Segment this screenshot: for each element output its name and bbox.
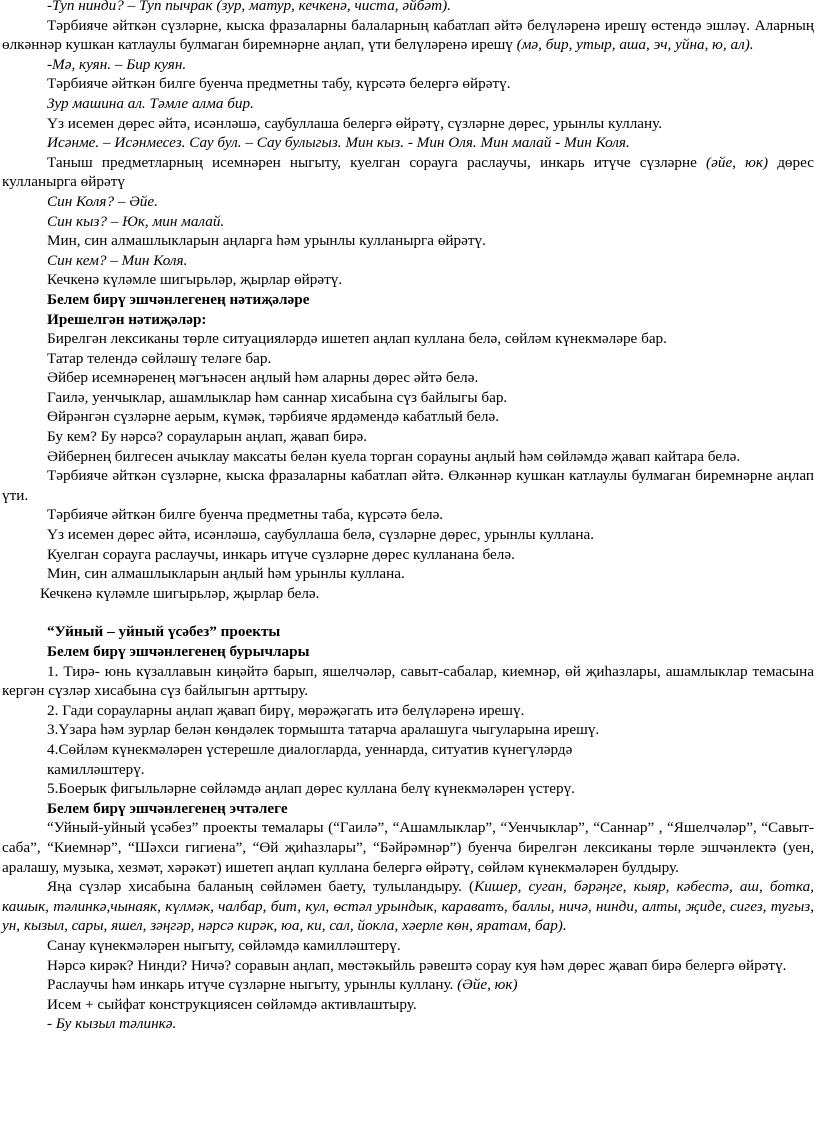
text: Кечкенә күләмле шигырьләр, җырлар белә. — [40, 584, 320, 602]
paragraph — [2, 55, 814, 75]
text: Син кыз? – Юк, мин малай. — [47, 212, 225, 230]
paragraph — [2, 466, 814, 505]
paragraph — [2, 231, 814, 251]
paragraph — [2, 368, 814, 388]
text: Белем бирү эшчәнлегенең эчтәлеге — [47, 799, 288, 817]
paragraph — [2, 936, 814, 956]
paragraph — [2, 407, 814, 427]
paragraph — [2, 525, 814, 545]
text: Бирелгән лексиканы төрле ситуацияләрдә ишетеп аңлап куллана белә, сөйләм күнекмәләре бар. — [47, 330, 667, 348]
blank-line — [2, 603, 814, 622]
text: Куелган сорауга раслаучы, инкарь итүче сүзләрне дөрес кулланана белә. — [47, 545, 515, 563]
paragraph — [2, 192, 814, 212]
paragraph — [2, 662, 814, 701]
italic-text: (мә, бир, утыр, аша, эч, уйна, ю, ал). — [516, 36, 754, 54]
text: 5.Боерык фигыльләрне сөйләмдә аңлап дөрес куллана белү күнекмәләрен үстерү. — [47, 780, 575, 798]
text: камилләштерү. — [47, 760, 145, 778]
text: 2. Гади сорауларны аңлап җавап бирү, мөрәҗәгать итә белүләренә ирешү. — [47, 701, 525, 719]
paragraph — [2, 1014, 814, 1034]
paragraph — [2, 995, 814, 1015]
text: 1. Тирә- юнь күзаллавын киңәйтә барып, яшелчәләр, савыт-сабалар, киемнәр, өй җиһазлары, ашамлыклар темасына кергән сүзләр хисабына сүз байлыгын арттыру. — [2, 662, 814, 700]
paragraph — [2, 701, 814, 721]
paragraph — [2, 779, 814, 799]
text: Мин, син алмашлыкларын аңлый һәм урынлы куллана. — [47, 565, 405, 583]
paragraph — [2, 16, 814, 55]
paragraph — [2, 760, 814, 780]
text: дөрес кулланырга өйрәтү — [2, 153, 814, 191]
section-heading — [2, 642, 814, 662]
paragraph — [2, 270, 814, 290]
text: Ирешелгән нәтиҗәләр: — [47, 310, 207, 328]
paragraph — [2, 584, 814, 604]
text: -Мә, куян. – Бир куян. — [47, 55, 187, 73]
paragraph — [2, 133, 814, 153]
text: Өйрәнгән сүзләрне аерым, күмәк, тәрбияче ярдәмендә кабатлый белә. — [47, 408, 500, 426]
text: Белем бирү эшчәнлегенең нәтиҗәләре — [47, 290, 310, 308]
paragraph — [2, 349, 814, 369]
text: Тәрбияче әйткән сүзләрне, кыска фразаларны кабатлап әйтә. Өлкәннәр кушкан катлаулы булмаган биремнәрне аңлап үти. — [2, 467, 814, 504]
text: 3.Үзара һәм зурлар белән көндәлек тормышта татарча аралашуга чыгуларына ирешү. — [47, 721, 600, 739]
text: Бу кем? Бу нәрсә? сорауларын аңлап, җавап бирә. — [47, 428, 368, 446]
text: Син кем? – Мин Коля. — [47, 251, 188, 269]
text: Яңа сүзләр хисабына баланың сөйләмен баету, тулыландыру. ( — [47, 878, 475, 896]
section-heading — [2, 310, 814, 330]
paragraph — [2, 447, 814, 467]
paragraph — [2, 545, 814, 565]
text: Санау күнекмәләрен ныгыту, сөйләмдә камилләштерү. — [47, 936, 401, 954]
text: Тәрбияче әйткән билге буенча предметны таба, күрсәтә белә. — [47, 506, 444, 524]
text: Әйбернең билгесен ачыклау максаты белән куела торган сорауны аңлый һәм сөйләмдә җавап кайтара белә. — [47, 447, 741, 465]
text: Раслаучы һәм инкарь итүче сүзләрне ныгыту, урынлы куллану. — [47, 976, 458, 994]
text: Тәрбияче әйткән билге буенча предметны табу, күрсәтә белергә өйрәтү. — [47, 75, 511, 93]
paragraph — [2, 720, 814, 740]
paragraph — [2, 956, 814, 976]
section-heading — [2, 622, 814, 642]
text: Исәнме. – Исәнмесез. Сау бул. – Сау булыгыз. Мин кыз. - Мин Оля. Мин малай - Мин Коля. — [47, 134, 630, 152]
text: Мин, син алмашлыкларын аңларга һәм урынлы кулланырга өйрәтү. — [47, 232, 486, 250]
paragraph — [2, 818, 814, 877]
text: Әйбер исемнәренең мәгънәсен аңлый һәм аларны дөрес әйтә белә. — [47, 369, 479, 387]
italic-text: Кишер, суган, бәрәңге, кыяр, кәбестә, аш, ботка, кашык, тәлинкә,чынаяк, күлмәк, чалбар, бит, кул, өстәл урындык, караватъ, баллы, ничә, нинди, алты, җиде, сигез, тугыз, ун, кызыл, сары, яшел, зәңгәр, нәрсә кирәк, юа, ки, сал, йокла, хәерле көн, яратам, бар). — [2, 878, 814, 935]
paragraph — [2, 505, 814, 525]
text: Гаилә, уенчыклар, ашамлыклар һәм саннар хисабына сүз байлыгы бар. — [47, 388, 508, 406]
paragraph — [2, 153, 814, 192]
text: “Уйный – уйный үсәбез” проекты — [47, 623, 281, 641]
paragraph — [2, 212, 814, 232]
paragraph — [2, 564, 814, 584]
text: -Туп нинди? – Туп пычрак (зур, матур, кечкенә, чиста, әйбәт). — [47, 0, 451, 14]
text: Белем бирү эшчәнлегенең бурычлары — [47, 643, 310, 660]
text: Исем + сыйфат конструкциясен сөйләмдә активлаштыру. — [47, 995, 417, 1013]
italic-text: (әйе, юк) — [706, 153, 769, 171]
paragraph — [2, 427, 814, 447]
text: - Бу кызыл тәлинкә. — [47, 1015, 177, 1033]
paragraph — [2, 94, 814, 114]
text: Син Коля? – Әйе. — [47, 192, 158, 210]
paragraph — [2, 74, 814, 94]
text: Таныш предметларның исемнәрен ныгыту, куелган сорауга раслаучы, инкарь итүче сүзләрне — [47, 153, 707, 171]
text: Татар телендә сөйләшү теләге бар. — [47, 349, 272, 367]
paragraph — [2, 877, 814, 936]
paragraph — [2, 251, 814, 271]
text: Зур машина ал. Тәмле алма бир. — [47, 94, 254, 112]
paragraph — [2, 740, 814, 760]
section-heading — [2, 290, 814, 310]
paragraph — [2, 975, 814, 995]
paragraph — [2, 0, 814, 16]
text: Кечкенә күләмле шигырьләр, җырлар өйрәтү. — [47, 271, 343, 289]
section-heading — [2, 799, 814, 819]
text: “Уйный-уйный үсәбез” проекты темалары (“Гаилә”, “Ашамлыклар”, “Уенчыклар”, “Саннар” , “Яшелчәләр”, “Савыт-саба”, “Киемнәр”, “Шәхси гигиена”, “Өй җиһазлары”, “Бәйрәмнәр”) буенча бирелгән лексиканы төрле эшчәнлектә (уен, аралашу, музыка, хезмәт, хәрәкәт) ишетеп аңлап куллана белергә өйрәтү, сөйләм күнекмәләрен булдыру. — [2, 819, 814, 876]
text: Үз исемен дөрес әйтә, исәнләшә, саубуллаша белергә өйрәтү, сүзләрне дөрес, урынлы куллану. — [47, 114, 663, 132]
italic-text: (Әйе, юк) — [457, 976, 518, 994]
text: 4.Сөйләм күнекмәләрен үстерешле диалогларда, уеннарда, ситуатив күнегүләрдә — [47, 740, 573, 758]
text: Үз исемен дөрес әйтә, исәнләшә, саубуллаша белә, сүзләрне дөрес, урынлы куллана. — [47, 526, 595, 544]
paragraph — [2, 114, 814, 134]
text: Тәрбияче әйткән сүзләрне, кыска фразаларны балаларның кабатлап әйтә белүләренә ирешү өстендә эшләү. Аларның өлкәннәр кушкан катлаулы булмаган биремнәрне аңлап, үти белүләренә ирешү — [2, 16, 814, 54]
paragraph — [2, 388, 814, 408]
text: Нәрсә кирәк? Нинди? Ничә? соравын аңлап, мөстәкыйль рәвештә сорау куя һәм дөрес җавап бирә белергә өйрәтү. — [47, 956, 787, 974]
paragraph — [2, 329, 814, 349]
